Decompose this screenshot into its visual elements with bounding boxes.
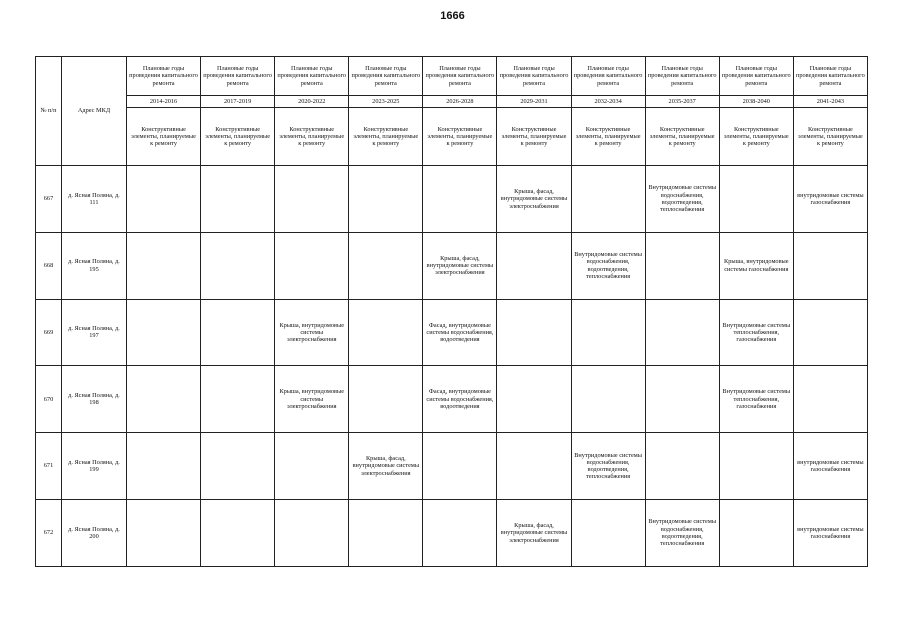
planned-years-header: Плановые годы проведения капитального ремонта	[349, 57, 423, 96]
table-row	[36, 433, 868, 500]
repair-elements-cell	[645, 433, 719, 500]
repair-elements-cell	[423, 499, 497, 566]
table-header	[36, 57, 868, 166]
repair-elements-cell: Внутридомовые системы водоснабжения, водоотведения, теплоснабжения	[571, 433, 645, 500]
repair-elements-cell: Крыша, фасад, внутридомовые системы электроснабжения	[349, 433, 423, 500]
repair-elements-cell	[645, 299, 719, 366]
repair-elements-cell	[275, 433, 349, 500]
repair-elements-cell	[201, 499, 275, 566]
repair-elements-cell	[349, 366, 423, 433]
planned-years-header: Плановые годы проведения капитального ремонта	[497, 57, 571, 96]
repair-elements-cell	[645, 232, 719, 299]
repair-elements-cell	[275, 499, 349, 566]
repair-elements-cell: Фасад, внутридомовые системы водоснабжения, водоотведения	[423, 299, 497, 366]
period-years-header: 2017-2019	[201, 96, 275, 108]
repair-elements-cell	[349, 232, 423, 299]
period-years-header: 2014-2016	[127, 96, 201, 108]
repair-elements-cell	[571, 366, 645, 433]
repair-elements-cell	[127, 166, 201, 233]
repair-elements-cell	[571, 166, 645, 233]
repair-elements-cell	[719, 166, 793, 233]
period-years-header: 2038-2040	[719, 96, 793, 108]
repair-elements-cell	[645, 366, 719, 433]
repair-elements-cell	[349, 499, 423, 566]
repair-elements-cell: внутридомовые системы газоснабжения	[793, 433, 867, 500]
repair-elements-cell: внутридомовые системы газоснабжения	[793, 166, 867, 233]
period-years-header: 2032-2034	[571, 96, 645, 108]
repair-elements-cell	[201, 433, 275, 500]
repair-elements-cell	[201, 366, 275, 433]
repair-elements-cell	[571, 299, 645, 366]
period-years-header: 2023-2025	[349, 96, 423, 108]
period-years-header: 2035-2037	[645, 96, 719, 108]
repair-elements-cell: Крыша, внутридомовые системы электроснабжения	[275, 299, 349, 366]
repair-elements-cell	[127, 232, 201, 299]
repair-elements-cell	[497, 299, 571, 366]
repair-elements-cell	[793, 232, 867, 299]
repair-elements-cell	[497, 232, 571, 299]
elements-header: Конструктивные элементы, планируемые к ремонту	[571, 108, 645, 166]
planned-years-header: Плановые годы проведения капитального ремонта	[275, 57, 349, 96]
repair-elements-cell	[275, 166, 349, 233]
period-years-header: 2026-2028	[423, 96, 497, 108]
repair-elements-cell	[349, 166, 423, 233]
repair-elements-cell: Внутридомовые системы водоснабжения, водоотведения, теплоснабжения	[645, 166, 719, 233]
repair-elements-cell	[127, 299, 201, 366]
repair-elements-cell	[127, 499, 201, 566]
repair-elements-cell: Внутридомовые системы водоснабжения, водоотведения, теплоснабжения	[645, 499, 719, 566]
elements-header: Конструктивные элементы, планируемые к ремонту	[349, 108, 423, 166]
planned-years-header: Плановые годы проведения капитального ремонта	[201, 57, 275, 96]
row-number: 667	[36, 166, 62, 233]
elements-header: Конструктивные элементы, планируемые к ремонту	[127, 108, 201, 166]
row-number: 669	[36, 299, 62, 366]
planned-years-header: Плановые годы проведения капитального ремонта	[793, 57, 867, 96]
row-address: д. Ясная Поляна, д. 195	[62, 232, 127, 299]
repair-elements-cell	[127, 366, 201, 433]
row-number: 671	[36, 433, 62, 500]
repair-elements-cell	[719, 499, 793, 566]
elements-header: Конструктивные элементы, планируемые к ремонту	[793, 108, 867, 166]
repair-elements-cell	[201, 232, 275, 299]
repair-elements-cell: Крыша, фасад, внутридомовые системы электроснабжения	[423, 232, 497, 299]
repair-elements-cell	[719, 433, 793, 500]
elements-header: Конструктивные элементы, планируемые к ремонту	[497, 108, 571, 166]
table-row	[36, 166, 868, 233]
table-row	[36, 299, 868, 366]
period-years-header: 2041-2043	[793, 96, 867, 108]
elements-header: Конструктивные элементы, планируемые к ремонту	[423, 108, 497, 166]
repair-schedule-table	[35, 56, 868, 567]
repair-elements-cell	[497, 433, 571, 500]
elements-header: Конструктивные элементы, планируемые к ремонту	[275, 108, 349, 166]
repair-elements-cell: Крыша, внутридомовые системы электроснабжения	[275, 366, 349, 433]
repair-elements-cell	[423, 433, 497, 500]
elements-header: Конструктивные элементы, планируемые к ремонту	[645, 108, 719, 166]
table-row	[36, 366, 868, 433]
planned-years-header: Плановые годы проведения капитального ремонта	[127, 57, 201, 96]
elements-header: Конструктивные элементы, планируемые к ремонту	[719, 108, 793, 166]
repair-elements-cell: Фасад, внутридомовые системы водоснабжения, водоотведения	[423, 366, 497, 433]
col-address-header: Адрес МКД	[62, 57, 127, 166]
row-address: д. Ясная Поляна, д. 197	[62, 299, 127, 366]
header-row-elements	[36, 108, 868, 166]
repair-elements-cell	[793, 299, 867, 366]
repair-elements-cell	[349, 299, 423, 366]
repair-elements-cell	[127, 433, 201, 500]
period-years-header: 2029-2031	[497, 96, 571, 108]
repair-elements-cell	[571, 499, 645, 566]
table-body	[36, 166, 868, 567]
row-number: 670	[36, 366, 62, 433]
period-years-header: 2020-2022	[275, 96, 349, 108]
row-address: д. Ясная Поляна, д. 111	[62, 166, 127, 233]
table-row	[36, 232, 868, 299]
row-address: д. Ясная Поляна, д. 199	[62, 433, 127, 500]
repair-elements-cell: Крыша, внутридомовые системы газоснабжения	[719, 232, 793, 299]
repair-elements-cell	[793, 366, 867, 433]
row-number: 668	[36, 232, 62, 299]
page-number: 1666	[440, 10, 465, 22]
row-address: д. Ясная Поляна, д. 198	[62, 366, 127, 433]
planned-years-header: Плановые годы проведения капитального ремонта	[645, 57, 719, 96]
planned-years-header: Плановые годы проведения капитального ремонта	[571, 57, 645, 96]
repair-elements-cell	[201, 299, 275, 366]
repair-elements-cell: Внутридомовые системы водоснабжения, водоотведения, теплоснабжения	[571, 232, 645, 299]
repair-elements-cell: Крыша, фасад, внутридомовые системы электроснабжения	[497, 499, 571, 566]
repair-elements-cell	[201, 166, 275, 233]
table-row	[36, 499, 868, 566]
planned-years-header: Плановые годы проведения капитального ремонта	[719, 57, 793, 96]
repair-elements-cell	[497, 366, 571, 433]
row-address: д. Ясная Поляна, д. 200	[62, 499, 127, 566]
header-row-years	[36, 96, 868, 108]
repair-elements-cell: Крыша, фасад, внутридомовые системы электроснабжения	[497, 166, 571, 233]
row-number: 672	[36, 499, 62, 566]
repair-elements-cell: внутридомовые системы газоснабжения	[793, 499, 867, 566]
header-row-planned	[36, 57, 868, 96]
elements-header: Конструктивные элементы, планируемые к ремонту	[201, 108, 275, 166]
repair-elements-cell: Внутридомовые системы теплоснабжения, газоснабжения	[719, 366, 793, 433]
repair-elements-cell: Внутридомовые системы теплоснабжения, газоснабжения	[719, 299, 793, 366]
repair-elements-cell	[423, 166, 497, 233]
repair-elements-cell	[275, 232, 349, 299]
col-num-header: № п/п	[36, 57, 62, 166]
planned-years-header: Плановые годы проведения капитального ремонта	[423, 57, 497, 96]
